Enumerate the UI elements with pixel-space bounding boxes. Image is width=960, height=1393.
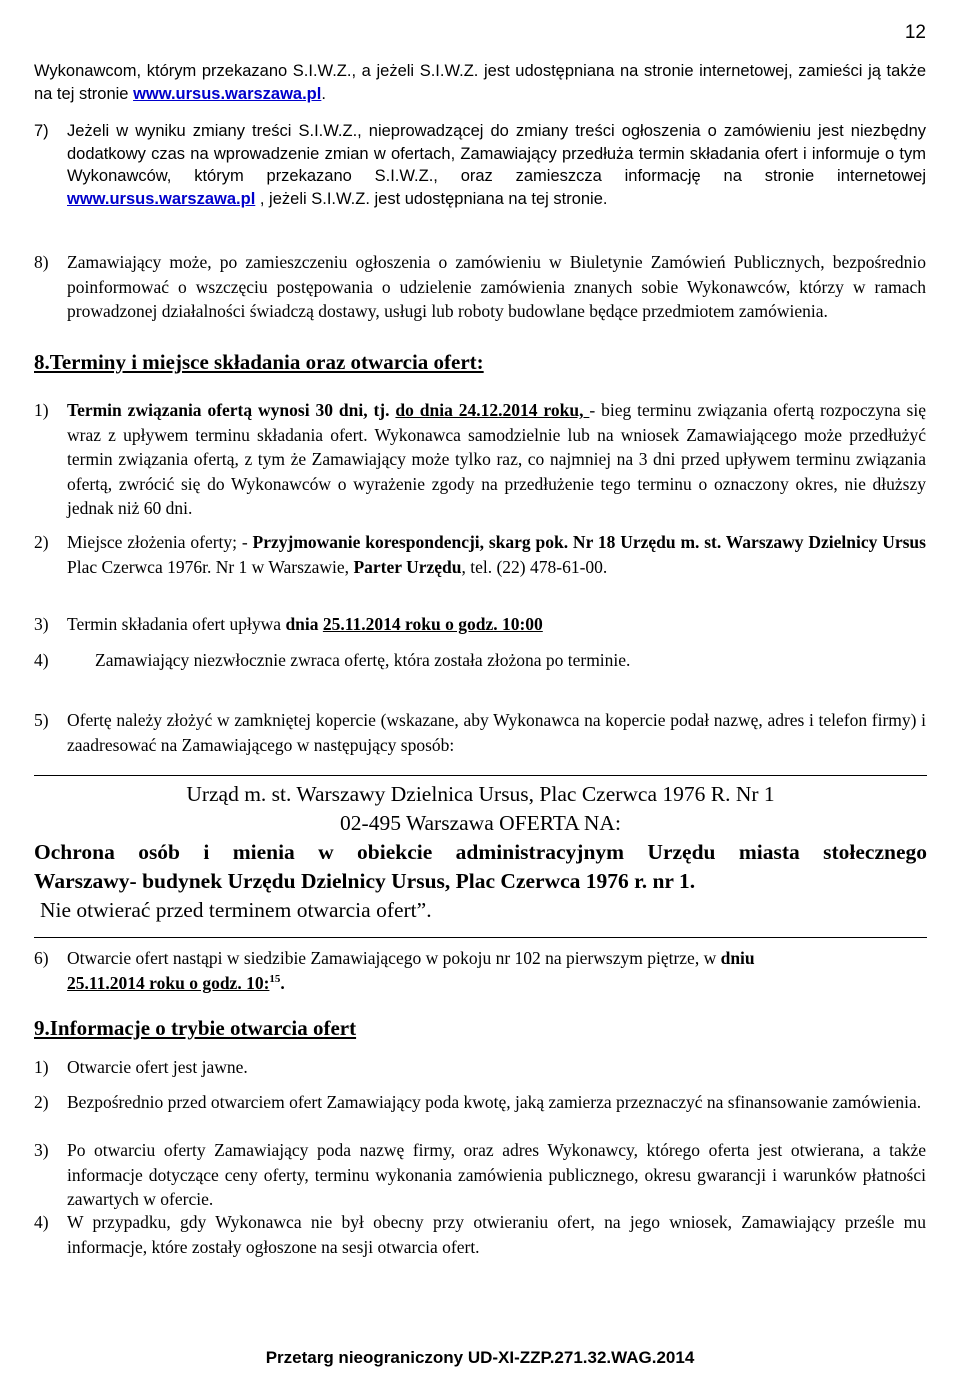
section-9-item-3 — [34, 1138, 926, 1212]
intro-text-end: . — [321, 84, 326, 103]
item-number: 1) — [34, 1057, 49, 1077]
website-link[interactable]: www.ursus.warszawa.pl — [67, 189, 256, 208]
item-text: W przypadku, gdy Wykonawca nie był obecny przy otwieraniu ofert, na jego wniosek, Zamawiający prześle mu informacje, które zostały ogłoszone na sesji otwarcia ofert. — [67, 1212, 926, 1257]
section-8-item-5 — [34, 708, 926, 757]
item-text — [67, 120, 926, 210]
item-text — [67, 398, 926, 521]
place-office: Przyjmowanie korespondencji, skarg pok. Nr 18 Urzędu m. st. Warszawy Dzielnicy Ursus — [252, 532, 926, 552]
item-number: 2) — [34, 532, 49, 552]
section-8-item-3 — [34, 612, 926, 637]
item-text: Ofertę należy złożyć w zamkniętej kopercie (wskazane, aby Wykonawca na kopercie podał nazwę, adres i telefon firmy) i zaadresować na Zamawiającego w następujący sposób: — [67, 710, 926, 755]
place-floor: Parter Urzędu — [353, 556, 462, 577]
place-label: Miejsce złożenia oferty; - — [67, 532, 253, 552]
envelope-line-4: Warszawy- budynek Urzędu Dzielnicy Ursus, Plac Czerwca 1976 r. nr 1. — [34, 869, 696, 893]
deadline-date: 25.11.2014 roku o godz. 10:00 — [322, 614, 543, 634]
opening-day-label: dniu — [720, 948, 755, 968]
item-number: 1) — [34, 400, 49, 420]
place-address: Plac Czerwca 1976r. Nr 1 w Warszawie, — [67, 556, 354, 577]
item-number: 8) — [34, 252, 49, 272]
item-text — [67, 530, 926, 579]
item-number: 3) — [34, 1140, 49, 1160]
section-9-item-4 — [34, 1210, 926, 1259]
item-text: Bezpośrednio przed otwarciem ofert Zamawiający poda kwotę, jaką zamierza przeznaczyć na sfinansowanie zamówienia. — [67, 1092, 922, 1112]
binding-date: do dnia 24.12.2014 roku, — [395, 400, 590, 420]
item-text — [67, 946, 926, 995]
envelope-line-1: Urząd m. st. Warszawy Dzielnica Ursus, Plac Czerwca 1976 R. Nr 1 — [186, 782, 775, 806]
deadline-prefix: dnia — [285, 614, 323, 634]
website-link[interactable]: www.ursus.warszawa.pl — [133, 84, 322, 103]
binding-description: - bieg terminu związania ofertą rozpoczyna się wraz z upływem terminu składania ofert. Wykonawca samodzielnie lub na wniosek Zamawiającego może przedłużyć termin związania ofertą, z tym że Zamawiający może tylko raz, co najmniej na 3 dni przed upływem terminu związania ofertą, zwrócić się do Wykonawców o wyrażenie zgody na przedłużenie tego terminu o oznaczony okres, nie dłuższy jednak niż 60 dni. — [67, 400, 926, 518]
page-footer: Przetarg nieograniczony UD-XI-ZZP.271.32.WAG.2014 — [265, 1348, 695, 1367]
item-text: Po otwarciu oferty Zamawiający poda nazwę firmy, oraz adres Wykonawcy, którego oferta jest otwierana, a także informacje dotyczące ceny oferty, terminu wykonania zamówienia publicznego, okresu gwarancji i warunków płatności zawartych w ofercie. — [67, 1140, 926, 1209]
envelope-line-5: Nie otwierać przed terminem otwarcia ofert”. — [40, 898, 432, 922]
item-number: 2) — [34, 1092, 49, 1112]
list-item-7 — [34, 120, 926, 210]
item-7-text: Jeżeli w wyniku zmiany treści S.I.W.Z., nieprowadzącej do zmiany treści ogłoszenia o zamówieniu jest niezbędny dodatkowy czas na wprowadzenie zmian w ofertach, Zamawiający przedłuża termin składania ofert i informuje o tym Wykonawców, którym przekazano S.I.W.Z., oraz zamieszcza informację na stronie internetowej — [67, 122, 926, 185]
item-number: 7) — [34, 122, 49, 140]
item-number: 5) — [34, 710, 49, 730]
item-number: 6) — [34, 948, 49, 968]
section-9-heading: 9.Informacje o trybie otwarcia ofert — [34, 1016, 357, 1040]
section-9-item-1 — [34, 1055, 926, 1080]
section-9-item-2 — [34, 1090, 926, 1115]
item-7-text-end: , jeżeli S.I.W.Z. jest udostępniana na tej stronie. — [255, 189, 608, 208]
deadline-label: Termin składania ofert upływa — [67, 614, 286, 634]
list-item-8 — [34, 250, 926, 324]
section-8-item-1 — [34, 398, 926, 521]
page-number: 12 — [904, 22, 926, 43]
section-8-item-6 — [34, 946, 926, 995]
item-text: Zamawiający niezwłocznie zwraca ofertę, która została złożona po terminie. — [95, 650, 631, 670]
section-8-heading: 8.Terminy i miejsce składania oraz otwarcia ofert: — [34, 350, 484, 374]
opening-end: . — [280, 972, 285, 993]
place-phone: , tel. (22) 478-61-00. — [461, 556, 608, 577]
section-8-item-2 — [34, 530, 926, 579]
item-number: 4) — [34, 650, 49, 670]
section-8-item-4 — [34, 648, 926, 673]
item-number: 4) — [34, 1212, 49, 1232]
binding-period-text: Termin związania ofertą wynosi 30 dni, tj. — [67, 400, 390, 420]
opening-minutes: 15 — [269, 972, 281, 985]
item-text: Otwarcie ofert jest jawne. — [67, 1057, 248, 1077]
item-number: 3) — [34, 614, 49, 634]
envelope-line-2: 02-495 Warszawa OFERTA NA: — [340, 811, 621, 835]
item-text — [67, 612, 926, 637]
opening-text: Otwarcie ofert nastąpi w siedzibie Zamawiającego w pokoju nr 102 na pierwszym piętrze, w — [67, 948, 721, 968]
intro-paragraph — [34, 60, 926, 105]
envelope-address-box — [34, 775, 927, 938]
opening-date: 25.11.2014 roku o godz. 10: — [67, 972, 270, 993]
intro-text: Wykonawcom, którym przekazano S.I.W.Z., a jeżeli S.I.W.Z. jest udostępniana na stronie internetowej, zamieści ją także na tej stronie — [34, 62, 926, 103]
envelope-line-3: Ochrona osób i mienia w obiekcie administracyjnym Urzędu miasta stołecznego — [34, 840, 927, 864]
item-text: Zamawiający może, po zamieszczeniu ogłoszenia o zamówieniu w Biuletynie Zamówień Publicznych, bezpośrednio poinformować o wszczęciu postępowania o udzielenie zamówienia znanych sobie Wykonawców, którzy w ramach prowadzonej działalności świadczą dostawy, usługi lub roboty budowlane będące przedmiotem zamówienia. — [67, 252, 926, 321]
